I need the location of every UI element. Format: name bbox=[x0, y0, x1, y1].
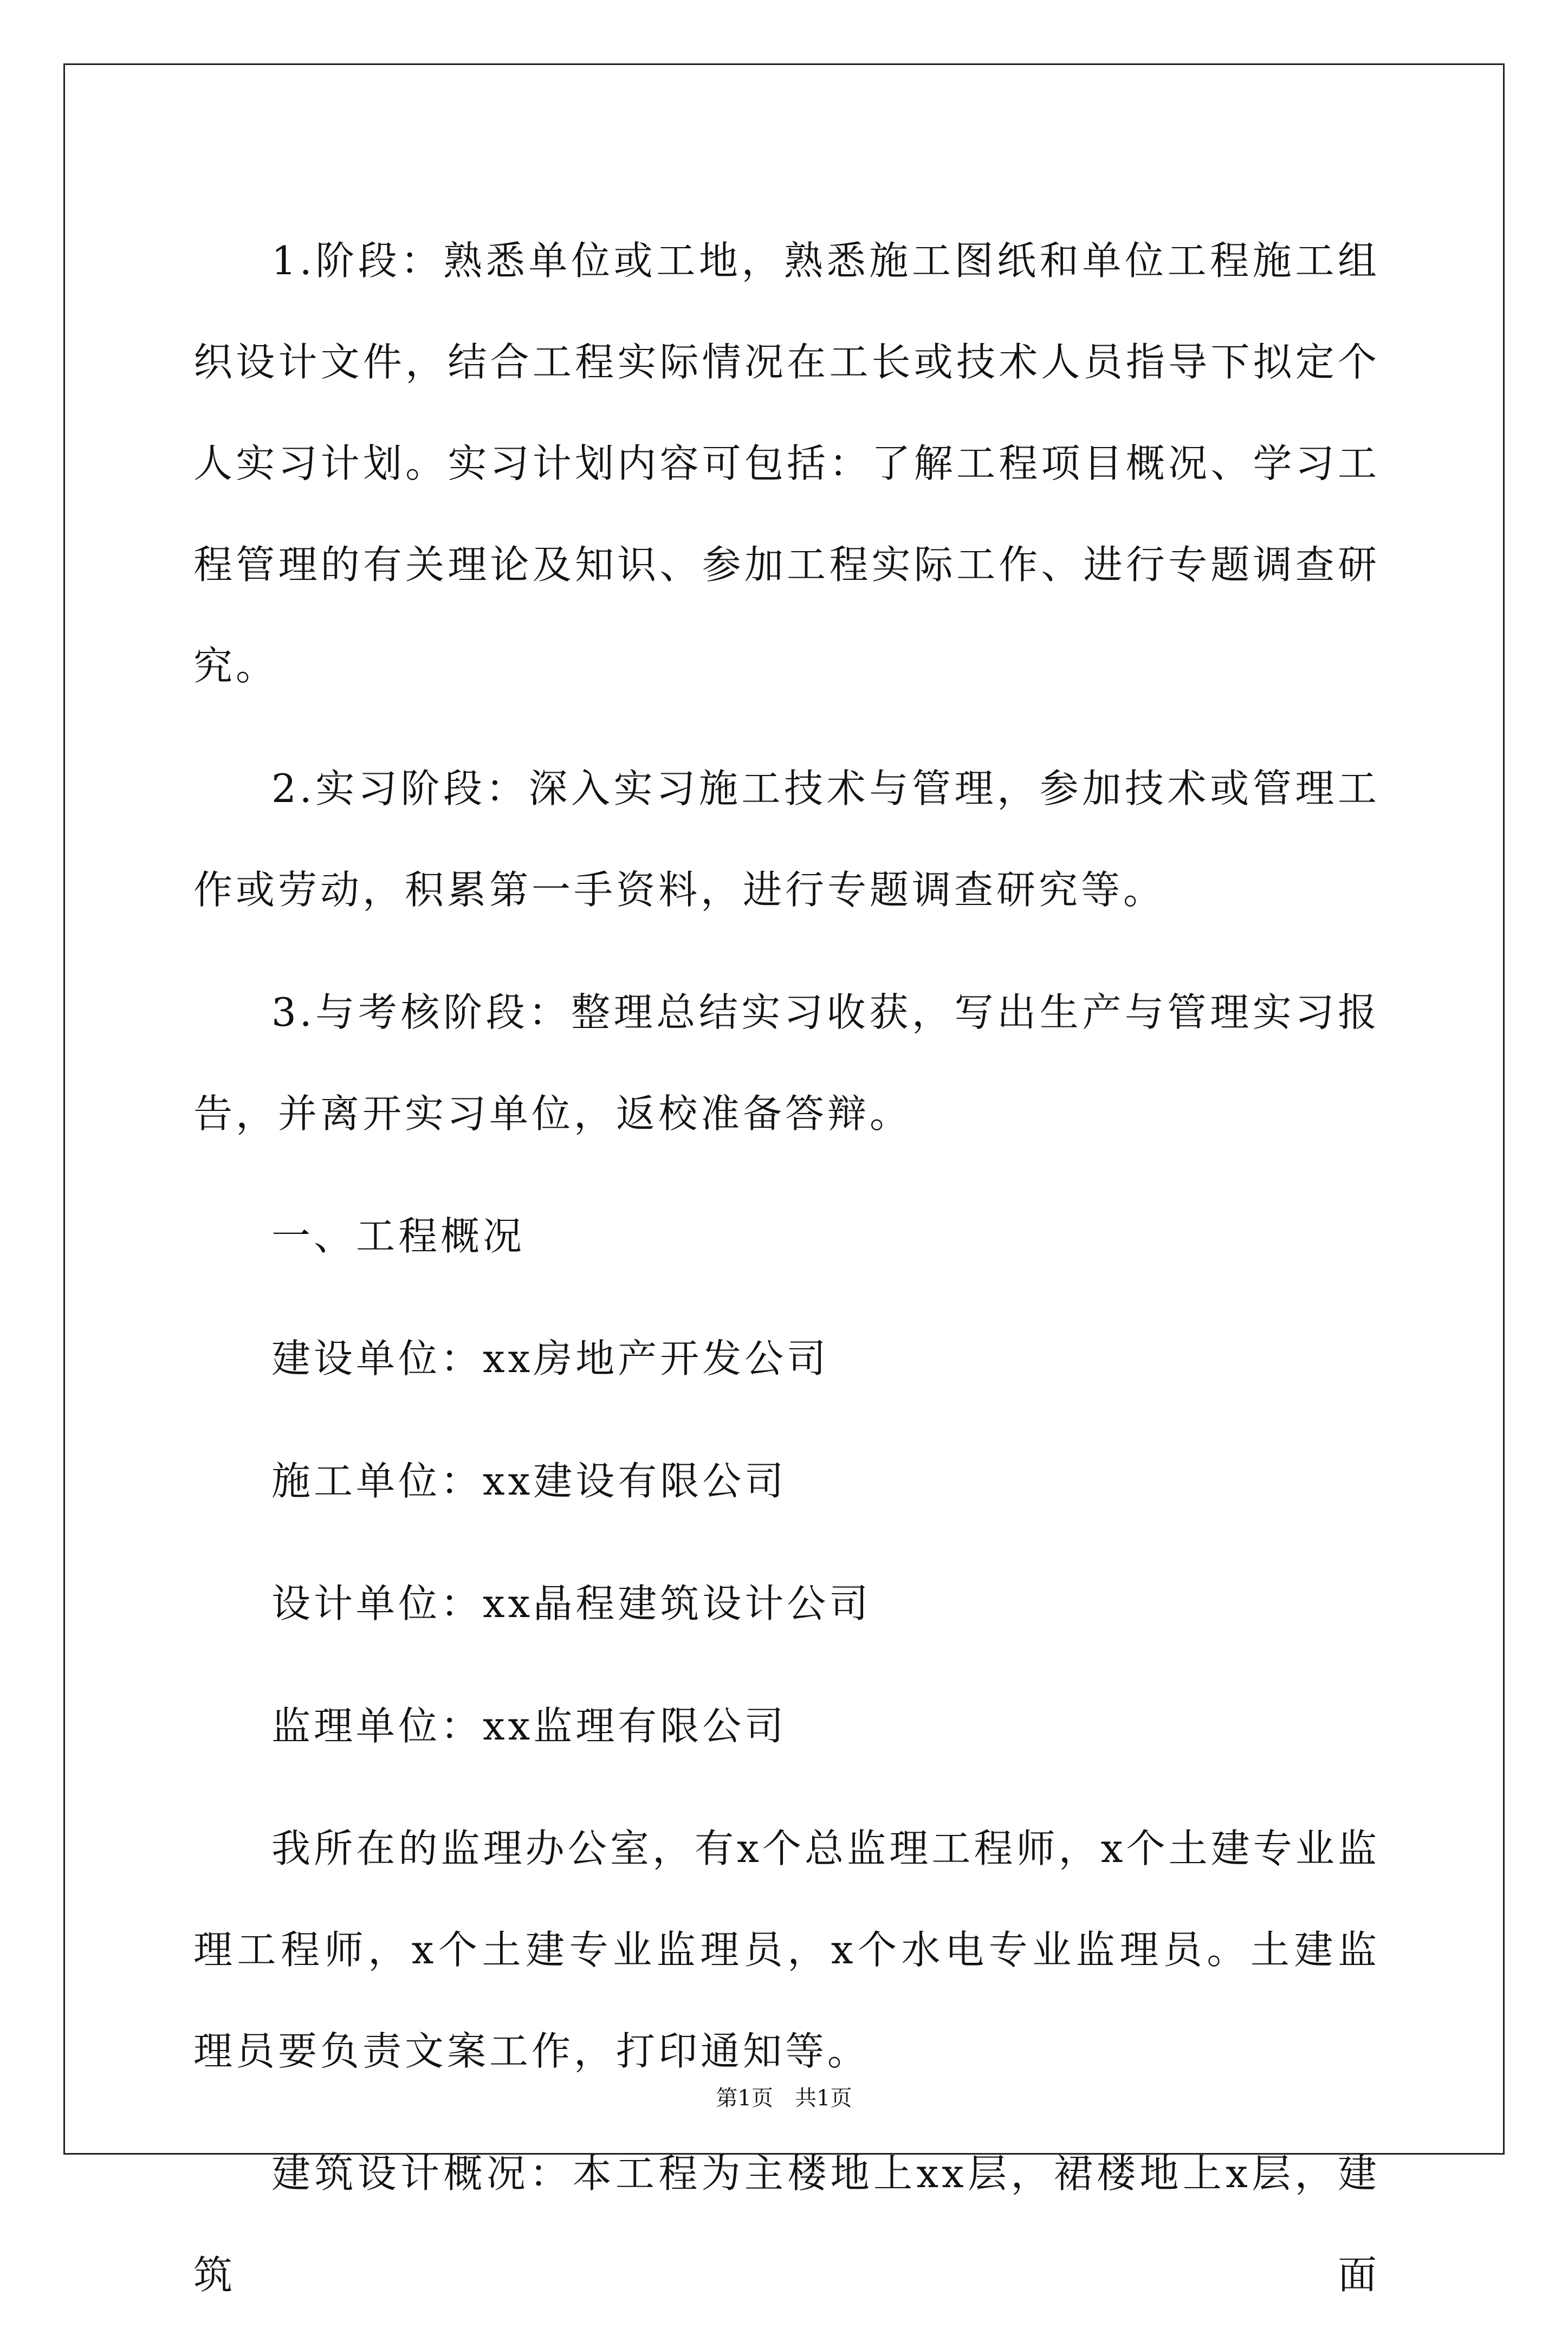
paragraph-contractor-unit: 施工单位：xx建设有限公司 bbox=[271, 1458, 787, 1504]
page-total: 共1页 bbox=[795, 2086, 852, 2111]
paragraph-stage-2: 2.实习阶段：深入实习施工技术与管理，参加技术或管理工作或劳动，积累第一手资料，进行专题调查研究等。 bbox=[193, 766, 1380, 913]
section-heading-overview: 一、工程概况 bbox=[271, 1213, 526, 1259]
paragraph-stage-3: 3.与考核阶段：整理总结实习收获，写出生产与管理实习报告，并离开实习单位，返校准备答辩。 bbox=[193, 990, 1380, 1136]
document-body bbox=[193, 210, 1380, 2347]
page-footer bbox=[0, 2085, 1568, 2111]
paragraph-office-staff: 我所在的监理办公室，有x个总监理工程师，x个土建专业监理工程师，x个土建专业监理员，x个水电专业监理员。土建监理员要负责文案工作，打印通知等。 bbox=[193, 1826, 1380, 2074]
paragraph-supervision-unit: 监理单位：xx监理有限公司 bbox=[271, 1703, 787, 1749]
paragraph-stage-1: 1.阶段：熟悉单位或工地，熟悉施工图纸和单位工程施工组织设计文件，结合工程实际情况在工长或技术人员指导下拟定个人实习计划。实习计划内容可包括：了解工程项目概况、学习工程管理的有关理论及知识、参加工程实际工作、进行专题调查研究。 bbox=[193, 238, 1380, 689]
paragraph-design-unit: 设计单位：xx晶程建筑设计公司 bbox=[271, 1581, 872, 1626]
page-number: 第1页 bbox=[716, 2086, 773, 2111]
paragraph-construction-unit: 建设单位：xx房地产开发公司 bbox=[271, 1336, 830, 1381]
paragraph-design-overview: 建筑设计概况：本工程为主楼地上xx层，裙楼地上x层，建筑面 bbox=[193, 2151, 1380, 2298]
